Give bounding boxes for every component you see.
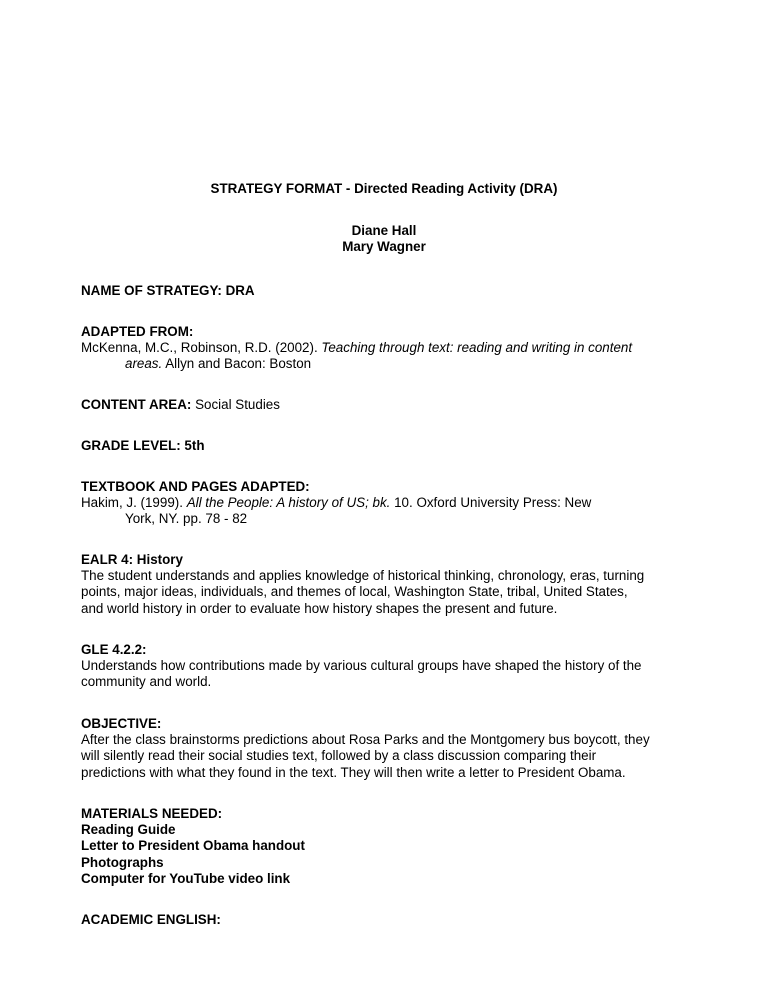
material-item: Letter to President Obama handout bbox=[81, 838, 305, 854]
grade-level: GRADE LEVEL: 5th bbox=[81, 438, 205, 453]
content-area: CONTENT AREA: Social Studies bbox=[81, 397, 280, 412]
adapted-from-section: ADAPTED FROM: McKenna, M.C., Robinson, R.D. (2002). Teaching through text: reading and writing in content areas. Allyn and Bacon: Boston bbox=[81, 324, 633, 372]
ealr-section: EALR 4: History The student understands and applies knowledge of historical thinking, chronology, eras, turning points, major ideas, individuals, and themes of local, Washington State, tribal, United States, and world history in order to evaluate how history shapes the present and future. bbox=[81, 552, 645, 616]
material-item: Photographs bbox=[81, 854, 164, 870]
material-item: Reading Guide bbox=[81, 822, 176, 838]
document-title: STRATEGY FORMAT - Directed Reading Activity (DRA) bbox=[210, 181, 558, 196]
objective-section: OBJECTIVE: After the class brainstorms predictions about Rosa Parks and the Montgomery bus boycott, they will silently read their social studies text, followed by a class discussion comparing their predictions with what they found in the text. They will then write a letter to President Obama. bbox=[81, 716, 650, 780]
textbook-section: TEXTBOOK AND PAGES ADAPTED: Hakim, J. (1999). All the People: A history of US; bk. 10. Oxford University Press: New York, NY. pp. 78 - 82 bbox=[81, 479, 592, 527]
gle-section: GLE 4.2.2: Understands how contributions made by various cultural groups have shaped the history of the community and world. bbox=[81, 642, 642, 690]
author-list bbox=[0, 223, 768, 255]
materials-section: MATERIALS NEEDED: Reading Guide Letter to President Obama handout Photographs Computer for YouTube video link bbox=[81, 806, 691, 887]
academic-english-section: ACADEMIC ENGLISH: bbox=[81, 912, 221, 927]
material-item: Computer for YouTube video link bbox=[81, 870, 291, 886]
strategy-name: NAME OF STRATEGY: DRA bbox=[81, 283, 255, 298]
author-2: Mary Wagner bbox=[342, 239, 426, 255]
author-1: Diane Hall bbox=[351, 223, 417, 238]
